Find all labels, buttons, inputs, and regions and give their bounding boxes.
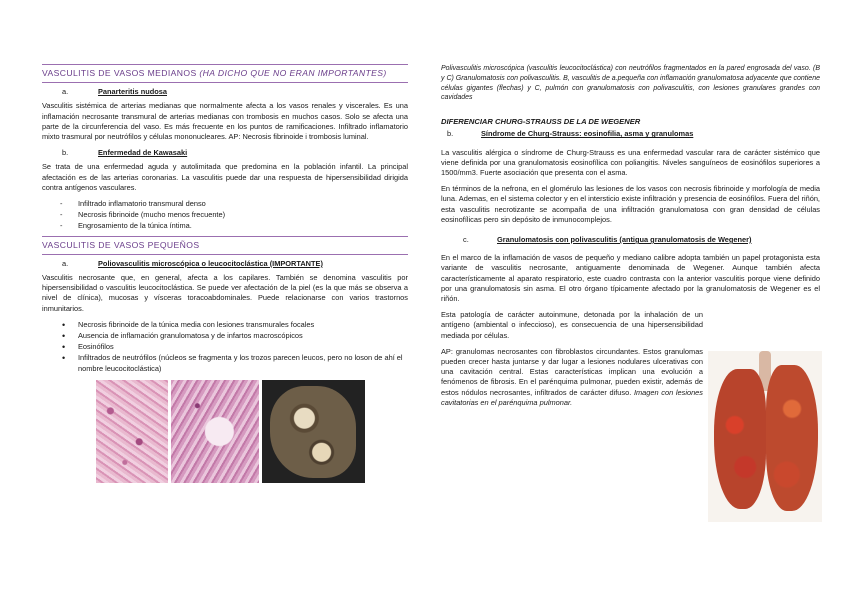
list-item: - Infiltrado inflamatorio transmural denso bbox=[42, 199, 408, 209]
list-item: - Engrosamiento de la túnica íntima. bbox=[42, 221, 408, 231]
divider bbox=[42, 82, 408, 83]
sub-label: b. bbox=[447, 129, 454, 139]
sub-label: a. bbox=[62, 87, 69, 97]
paragraph: Se trata de una enfermedad aguda y autolimitada que predomina en la población infantil. La principal afectación es de las arterias coronarias. La vasculitis puede dar una respuesta de hipersensibilidad dirigida contra antígenos vasculares. bbox=[42, 162, 408, 192]
section-heading-medium-vessels bbox=[42, 68, 408, 78]
list-item: • Necrosis fibrinoide de la túnica media con lesiones transmurales focales bbox=[42, 320, 408, 330]
list-item: • Eosinófilos bbox=[42, 342, 408, 352]
histology-image-b bbox=[171, 380, 259, 483]
divider bbox=[42, 254, 408, 255]
paragraph-text: AP: granulomas necrosantes con fibroblastos circundantes. Estos granulomas pueden crecer hasta juntarse y dar lugar a lesiones nodulares ulcerativas con una cavitación central. Estas características implican una evolución a fenómenos de fibrosis. En el parénquima pulmonar, pueden existir, además de estos nódulos necrosantes, infiltrados de carácter difuso. bbox=[441, 346, 703, 397]
list-item: • Infiltrados de neutrófilos (núcleos se fragmenta y los trozos parecen leucos, pero no loson de ahí el nombre leucocitoclástica) bbox=[42, 353, 408, 373]
paragraph: En el marco de la inflamación de vasos de pequeño y mediano calibre adopta también un papel protagonista esta variante de vasculitis necrosante, antiguamente denominada de Wegener. Aunque también afecta característicamente al aparato respiratorio, este cuadro contrasta con la anterior vasculitis porque viene definido por una granulomatosis sin asma. El otro órgano típicamente afectado por la granulomatosis de Wegener es el riñón. bbox=[441, 253, 820, 304]
subheading-polivasculitis bbox=[42, 259, 408, 269]
paragraph: Esta patología de carácter autoinmune, detonada por la inhalación de un antígeno (ambiental o infeccioso), es consecuencia de una hipersensibilidad mediada por células. bbox=[441, 310, 703, 340]
sub-title: Enfermedad de Kawasaki bbox=[98, 148, 188, 158]
paragraph: Vasculitis sistémica de arterias medianas que normalmente afecta a los vasos renales y viscerales. Es una inflamación necrosante transmural de arterias medianas con trombosis en muchos casos. Solo se afecta una parte de la circunferencia del vaso. Es más frecuente en los puntos de ramificaciones. Infiltrado inflamatorio mixto trasmural por neutrófilos y células mononucleares. AP: Necrosis fibrinoide i trombosis luminal. bbox=[42, 101, 408, 142]
histology-image-a bbox=[96, 380, 168, 483]
sub-label: a. bbox=[62, 258, 69, 268]
subheading-churg-strauss bbox=[441, 129, 820, 139]
paragraph: Vasculitis necrosante que, en general, afecta a los capilares. También se denomina vasculitis por hipersensibilidad o vasculitis leucocitoclástica. Se puede ver afectación de la piel (es la que más se observa a nivel de clínica), mucosas y vísceras toracoabdominales. Puede relacionarse con varios trastornos inmunitarios. bbox=[42, 273, 408, 313]
section-note: (HA DICHO QUE NO ERAN IMPORTANTES) bbox=[199, 68, 387, 78]
list-item: • Ausencia de inflamación granulomatosa y de infartos macroscópicos bbox=[42, 331, 408, 341]
section-title: VASCULITIS DE VASOS MEDIANOS bbox=[42, 68, 197, 78]
divider bbox=[42, 64, 408, 65]
list-item: - Necrosis fibrinoide (mucho menos frecuente) bbox=[42, 210, 408, 220]
sub-title: Poliovasculitis microscópica o leucocitoclástica (IMPORTANTE) bbox=[98, 258, 323, 268]
sub-title: Síndrome de Churg-Strauss: eosinofilia, asma y granulomas bbox=[481, 129, 694, 139]
kawasaki-list bbox=[42, 199, 408, 232]
section-heading-small-vessels: VASCULITIS DE VASOS PEQUEÑOS bbox=[42, 239, 200, 250]
sub-title: Granulomatosis con polivasculitis (antigua granulomatosis de Wegener) bbox=[497, 235, 752, 245]
paragraph bbox=[441, 347, 703, 408]
subheading-kawasaki bbox=[42, 148, 408, 158]
lung-section-image bbox=[262, 380, 365, 483]
figure-caption: Polivasculitis microscópica (vasculitis leucocitoclástica) con neutrófilos fragmentados en la pared engrosada del vaso. (B y C) Granulomatosis con polivasculitis. B, vasculitis de a.pequeña con inflamación granulomatosa adyacente que contiene células gigantes (flechas) y C, pulmón con granulomatosis con polivasculitis, con lesiones granulares grandes con cavidades bbox=[441, 65, 820, 102]
left-column bbox=[42, 64, 408, 483]
paragraph: En términos de la nefrona, en el glomérulo las lesiones de los vasos con necrosis fibrinoide y morfología de media luna. Ademas, en el sistema colector y en el intersticio existe infiltración y presencia de eosinófilos. Fuera del riñón, esta vasculitis necrotizante se acompaña de una infiltración granulomatosa con gran densidad de células eosinofílicas pero sin depósito de inmunocomplejos. bbox=[441, 184, 820, 224]
image-note: Imagen con lesiones cavitatorias en el parénquima pulmonar. bbox=[441, 387, 703, 407]
histology-figure bbox=[96, 380, 408, 483]
sub-title: Panarteritis nudosa bbox=[98, 87, 167, 97]
subheading-wegener bbox=[441, 235, 820, 245]
sub-label: b. bbox=[62, 148, 69, 158]
sub-label: c. bbox=[463, 235, 469, 245]
differentiate-heading: DIFERENCIAR CHURG-STRAUSS DE LA DE WEGENER bbox=[441, 117, 641, 127]
paragraph: La vasculitis alérgica o síndrome de Churg-Strauss es una enfermedad vascular rara de carácter sistémico que viene definida por una granulomatosis eosinofílica con poliangitis. Niveles sanguíneos de eosinófilos superiores a 1500/mm3. Fuerte asociación que presenta con el asma. bbox=[441, 147, 820, 177]
polivasculitis-list bbox=[42, 320, 408, 374]
lung-photo bbox=[708, 351, 822, 522]
subheading-panarteritis bbox=[42, 87, 408, 97]
divider bbox=[42, 236, 408, 237]
